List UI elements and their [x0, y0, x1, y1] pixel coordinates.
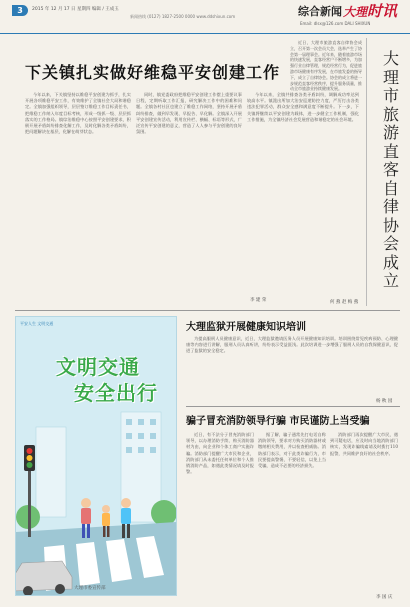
poster-caption: 大理市委宣传部	[74, 586, 106, 591]
story2-body: 近日，大理市旅游直客自律协会成立，召开第一次会员大会，选举产生了协会第一届理事会。近年来，随着旅游市场的快速发展，直客经营户不断增多，为加强行业自律管理，规范经营行为，促进旅游市场健康有序发展，在市旅发委的指导下，成立了自律协会。协会的成立将进一步规范直客经营秩序，提升服务质量，推动全市旅游业持续健康发展。	[290, 40, 362, 92]
poster-title-line2: 安全出行	[74, 381, 158, 405]
section-divider-2	[186, 406, 400, 407]
story2-byline: 何 燕 赵 梅 燕	[330, 300, 359, 305]
car-icon	[16, 561, 72, 595]
story1-col2: 同时，镇党委政府把维稳平安创建工作摆上重要议事日程，定期听取工作汇报，研究解决工作中的困难和问题。全镇各村社区也建立了维稳工作网络，坚持开展矛盾纠纷排查，做到早发现、早报告、早化解。全镇深入开展平安创建宣传活动，利用宣传栏、横幅、标语等形式，广泛宣传平安创建的意义，营造了人人参与平安创建的良好氛围。	[136, 92, 242, 135]
story4-col1: 近日，有不法分子冒充消防部门领导，以办理消防手续、购买消防器材为由，向企业和个体工商户实施诈骗。消防部门提醒广大市民和企业，消防部门从未委托任何单位和个人推销消防产品，如遇此类情况请及时报警。	[186, 432, 254, 475]
section-name: 综合新闻	[298, 5, 342, 18]
story4-headline: 骗子冒充消防领导行骗 市民谨防上当受骗	[186, 416, 370, 427]
story1-headline: 下关镇扎实做好维稳平安创建工作	[25, 63, 281, 82]
newspaper-logo	[343, 0, 397, 21]
email-line: Email: dlsx@126.com DALI SHIXUN	[300, 21, 371, 26]
page-number: 3	[12, 5, 28, 16]
story1-col3: 今年以来，全镇共排查各类矛盾纠纷，调解成功率达到较高水平。镇派出所加大治安巡逻防控力度，严厉打击各类违法犯罪活动，群众安全感和满意度不断提升。下一步，下关镇将继续以平安创建为载体，进一步健全工作机制，强化工作措施，为全镇经济社会发展营造和谐稳定的社会环境。	[247, 92, 359, 122]
section-divider	[15, 310, 400, 311]
logo-main: 时讯	[367, 2, 398, 20]
story3-headline: 大理监狱开展健康知识培训	[186, 322, 306, 333]
hotline: 新闻热线 (0127) 1827-2500 0000 www.ddshixun.com	[130, 14, 236, 19]
traffic-safety-poster	[15, 316, 177, 596]
poster-tag: 平安人生 文明交通	[20, 321, 54, 326]
page-header	[0, 0, 410, 34]
story3-byline: 杨 秋 园	[376, 399, 393, 404]
poster-title-line1: 文明交通	[56, 355, 140, 379]
story4-byline: 李 国 庆	[376, 595, 393, 600]
story4-col3: 消防部门再次提醒广大市民，遇到可疑电话，应及时向当地消防部门核实，发现诈骗线索请及时拨打110报警，共同维护良好的社会秩序。	[330, 432, 398, 456]
story3-body: 为提高服刑人员健康意识，近日，大理监狱邀请医务人员开展健康知识培训。培训围绕常见疾病预防、心理健康等内容进行讲解，服刑人员认真听讲，纷纷表示受益匪浅。此次培训进一步增强了服刑人员的自我保健意识，促进了监狱的安全稳定。	[186, 336, 398, 354]
story1-col1: 今年以来，下关镇坚持以维稳平安创建为抓手，扎实开展各项维稳平安工作，有效维护了全镇社会大局和谐稳定。全镇加强组织领导，层层签订维稳工作目标责任书，把维稳工作纳入年度目标考核，形成一级抓一级、层层抓落实的工作格局。镇综治维稳中心按照平安创建要求，积极开展矛盾纠纷排查化解工作，及时化解各类矛盾纠纷，把问题解决在基层，化解在萌芽状态。	[25, 92, 131, 135]
dateline: 2015 年 12 月 17 日 星期四 编辑 / 王成玉	[32, 7, 119, 12]
story2-title: 大理市旅游直客自律协会成立	[382, 49, 399, 290]
logo-prefix: 大理	[343, 5, 368, 19]
column-divider	[366, 38, 367, 306]
story4-col2: 据了解，骗子通常先打电话自称消防领导，要求对方购买消防器材或缴纳相关费用，并以检查相威胁。消防部门表示，对于此类诈骗行为，市民要提高警惕，不要轻信，以免上当受骗，造成不必要的经济损失。	[258, 432, 326, 469]
story1-byline: 李 建 荣	[250, 298, 267, 303]
